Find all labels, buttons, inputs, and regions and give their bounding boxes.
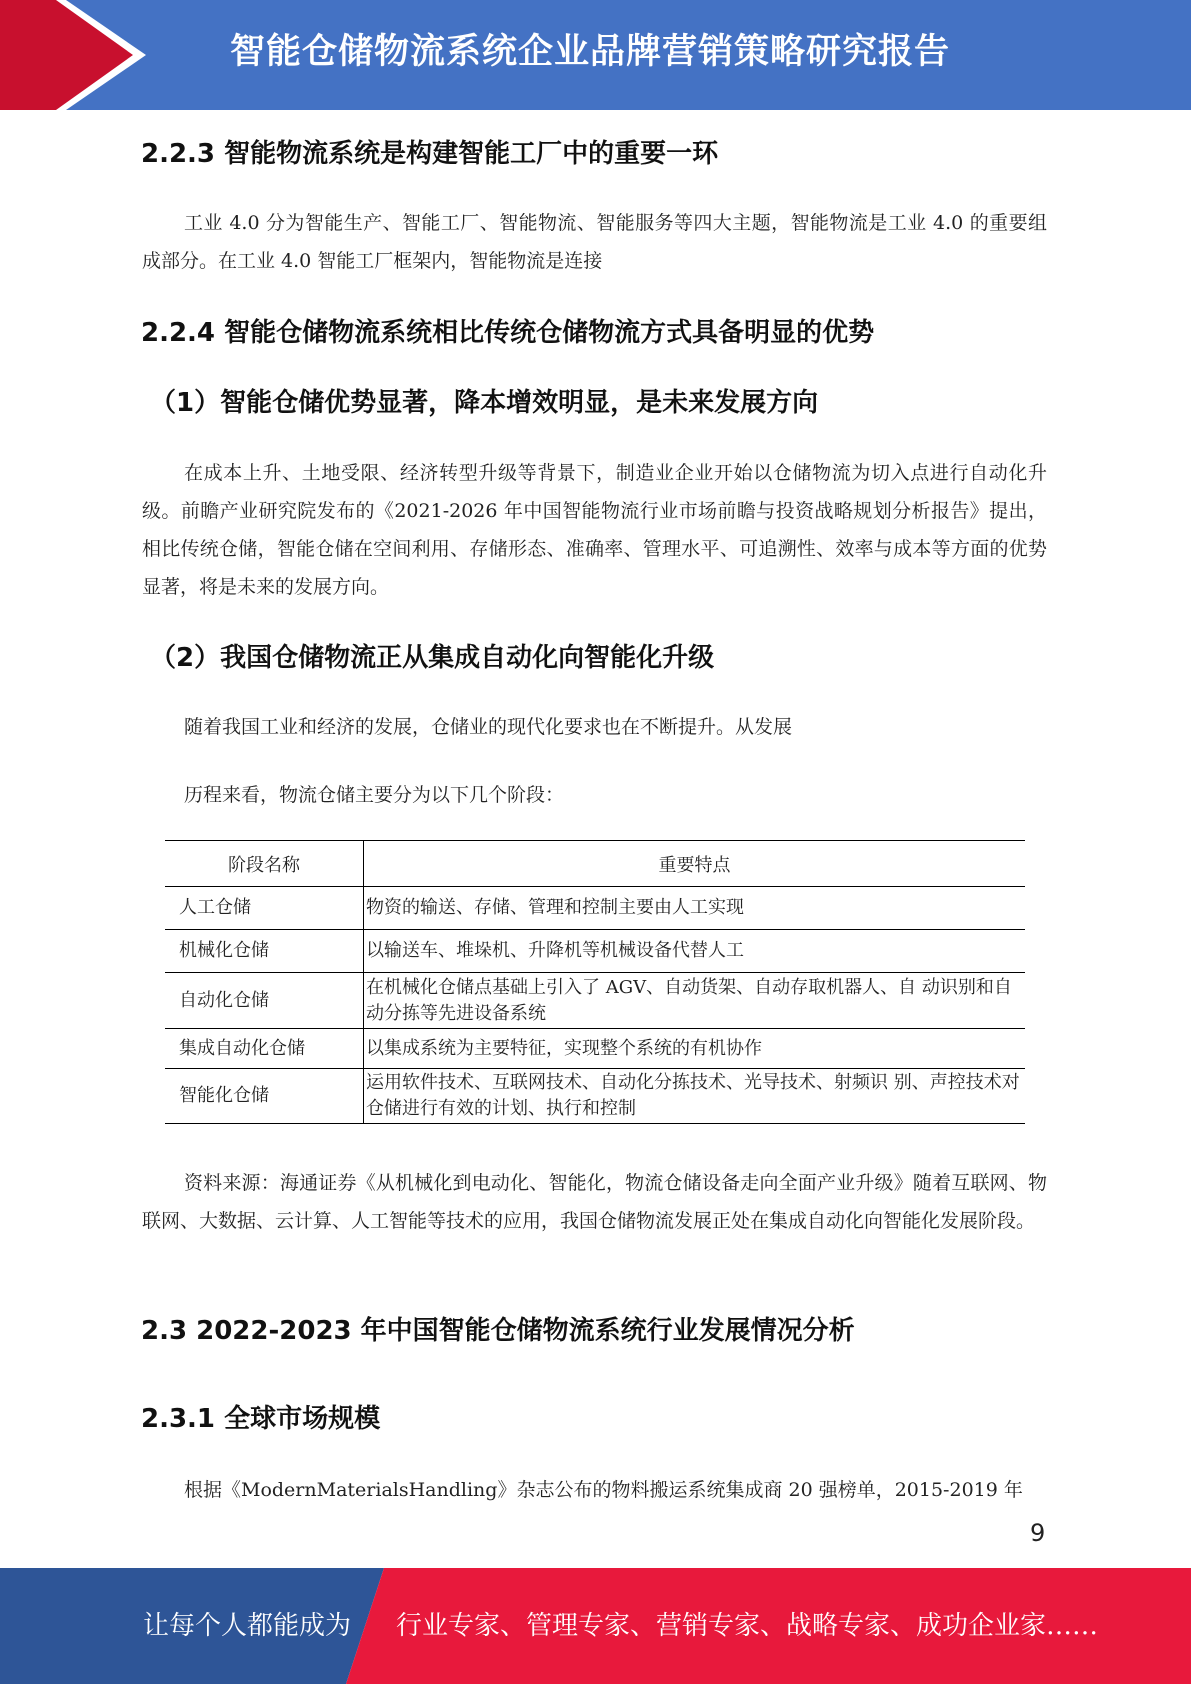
table-header-feature: 重要特点 — [364, 841, 1026, 887]
section-heading-2-3-1: 2.3.1 全球市场规模 — [141, 1404, 381, 1434]
page-number: 9 — [1030, 1519, 1046, 1547]
table-row — [165, 973, 1025, 1029]
footer-slogan-right: 行业专家、管理专家、营销专家、战略专家、成功企业家…… — [396, 1611, 1099, 1641]
table-row — [165, 1029, 1025, 1069]
table-row — [165, 887, 1025, 930]
paragraph-2-3-1: 根据《ModernMaterialsHandling》杂志公布的物料搬运系统集成商 20 强榜单，2015-2019 年 — [184, 1479, 1023, 1501]
feature-cell: 物资的输送、存储、管理和控制主要由人工实现 — [364, 887, 1026, 930]
table-row — [165, 1069, 1025, 1124]
feature-cell: 运用软件技术、互联网技术、自动化分拣技术、光导技术、射频识 别、声控技术对仓储进行有效的计划、执行和控制 — [364, 1069, 1026, 1124]
stage-cell: 集成自动化仓储 — [165, 1029, 364, 1069]
feature-cell: 以输送车、堆垛机、升降机等机械设备代替人工 — [364, 930, 1026, 973]
subheading-1: （1）智能仓储优势显著，降本增效明显，是未来发展方向 — [150, 388, 819, 418]
paragraph-2-2-3: 工业 4.0 分为智能生产、智能工厂、智能物流、智能服务等四大主题，智能物流是工业 4.0 的重要组成部分。在工业 4.0 智能工厂框架内，智能物流是连接 — [142, 212, 1047, 272]
table-row — [165, 930, 1025, 973]
stage-cell: 智能化仓储 — [165, 1069, 364, 1124]
table-header-stage: 阶段名称 — [165, 841, 364, 887]
stage-cell: 自动化仓储 — [165, 973, 364, 1029]
section-heading-2-2-4: 2.2.4 智能仓储物流系统相比传统仓储物流方式具备明显的优势 — [141, 318, 875, 348]
section-heading-2-3: 2.3 2022-2023 年中国智能仓储物流系统行业发展情况分析 — [141, 1316, 855, 1346]
page-header — [0, 0, 1191, 110]
footer-slogan-left: 让每个人都能成为 — [143, 1611, 352, 1641]
paragraph-advantages: 在成本上升、土地受限、经济转型升级等背景下，制造业企业开始以仓储物流为切入点进行自动化升级。前瞻产业研究院发布的《2021-2026 年中国智能物流行业市场前瞻与投资战略规划分析报告》提出，相比传统仓储，智能仓储在空间利用、存储形态、准确率、管理水平、可追溯性、效率与成本等方面的优势显著，将是未来的发展方向。 — [142, 462, 1047, 598]
report-title: 智能仓储物流系统企业品牌营销策略研究报告 — [230, 32, 951, 72]
stages-table — [165, 840, 1025, 1124]
page-footer — [0, 1568, 1191, 1684]
feature-cell: 在机械化仓储点基础上引入了 AGV、自动货架、自动存取机器人、自 动识别和自动分拣等先进设备系统 — [364, 973, 1026, 1029]
stage-cell: 人工仓储 — [165, 887, 364, 930]
paragraph-line-2: 历程来看，物流仓储主要分为以下几个阶段： — [184, 784, 565, 806]
table-header-row — [165, 841, 1025, 887]
paragraph-line-1: 随着我国工业和经济的发展，仓储业的现代化要求也在不断提升。从发展 — [184, 716, 793, 738]
section-heading-2-2-3: 2.2.3 智能物流系统是构建智能工厂中的重要一环 — [141, 139, 719, 169]
stage-cell: 机械化仓储 — [165, 930, 364, 973]
subheading-2: （2）我国仓储物流正从集成自动化向智能化升级 — [150, 643, 715, 673]
feature-cell: 以集成系统为主要特征，实现整个系统的有机协作 — [364, 1029, 1026, 1069]
source-paragraph: 资料来源：海通证券《从机械化到电动化、智能化，物流仓储设备走向全面产业升级》随着互联网、物联网、大数据、云计算、人工智能等技术的应用，我国仓储物流发展正处在集成自动化向智能化发展阶段。 — [142, 1172, 1047, 1232]
